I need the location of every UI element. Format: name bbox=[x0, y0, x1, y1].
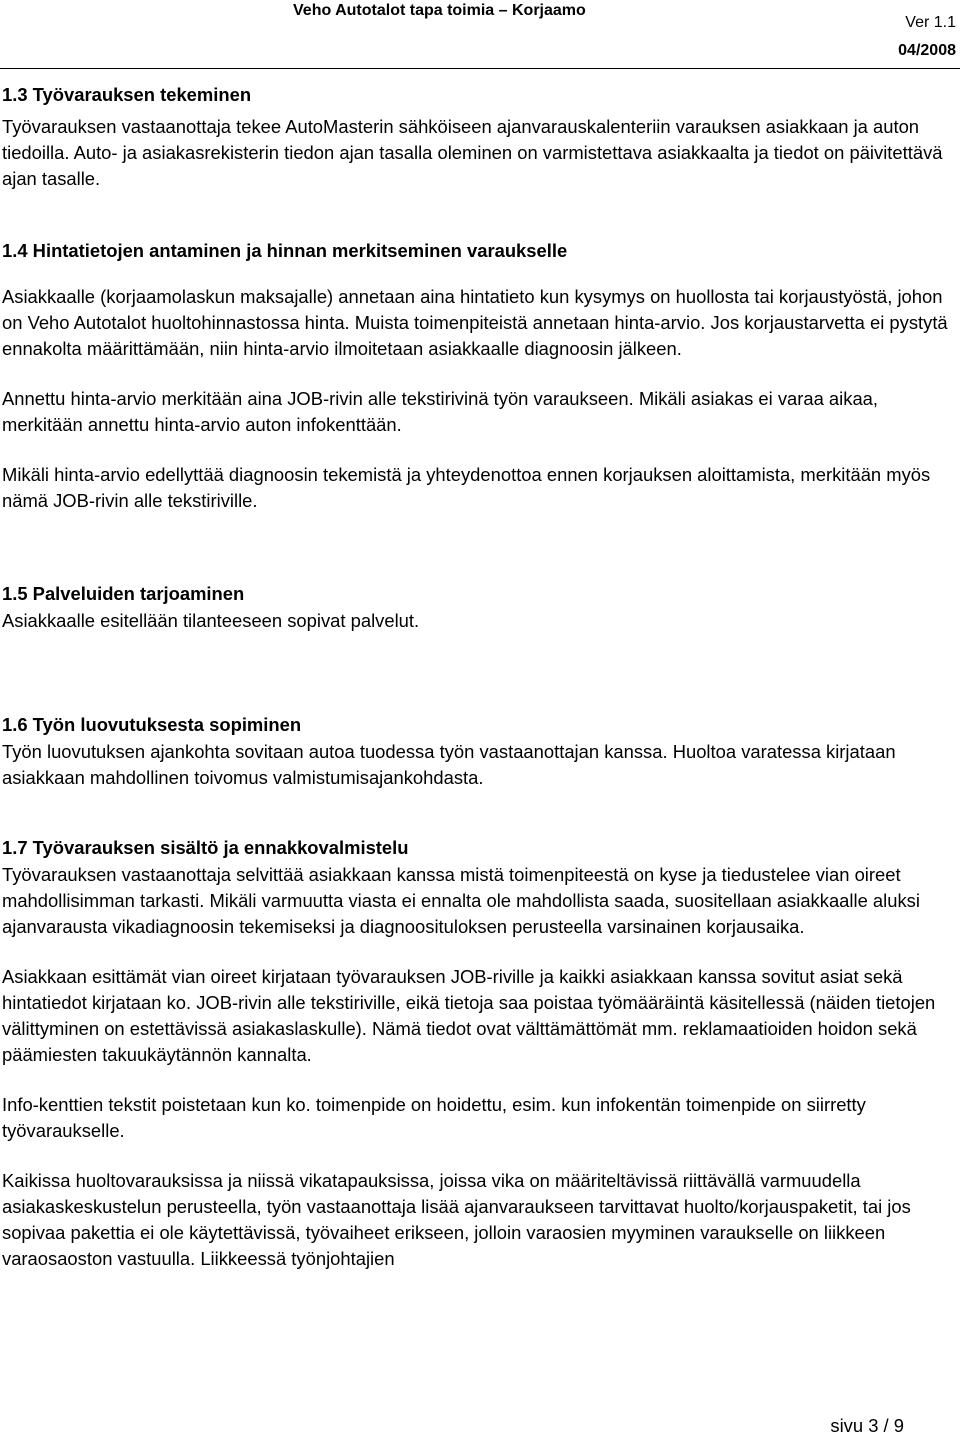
section-heading-1-6: 1.6 Työn luovutuksesta sopiminen bbox=[2, 714, 302, 735]
section-1-4-paragraph-3: Mikäli hinta-arvio edellyttää diagnoosin tekemistä ja yhteydenottoa ennen korjauksen aloittamista, merkitään myös nämä JOB-rivin alle tekstiriville. bbox=[2, 464, 931, 511]
section-heading-1-7: 1.7 Työvarauksen sisältö ja ennakkovalmistelu bbox=[2, 837, 409, 858]
document-body bbox=[2, 82, 954, 1272]
section-1-5-paragraph: Asiakkaalle esitellään tilanteeseen sopivat palvelut. bbox=[2, 610, 420, 631]
section-heading-1-3: 1.3 Työvarauksen tekeminen bbox=[2, 84, 252, 105]
header-divider bbox=[0, 68, 960, 69]
header-date: 04/2008 bbox=[898, 42, 956, 59]
section-heading-1-5: 1.5 Palveluiden tarjoaminen bbox=[2, 583, 245, 604]
section-1-4-paragraph-1: Asiakkaalle (korjaamolaskun maksajalle) annetaan aina hintatieto kun kysymys on huollosta tai korjaustyöstä, johon on Veho Autotalot huoltohinnastossa hinta. Muista toimenpiteistä annetaan hinta-arvio. Jos korjaustarvetta ei pystytä ennakolta määrittämään, niin hinta-arvio ilmoitetaan asiakkaalle diagnoosin jälkeen. bbox=[2, 286, 948, 359]
section-heading-1-4: 1.4 Hintatietojen antaminen ja hinnan merkitseminen varaukselle bbox=[2, 240, 568, 261]
section-1-4-paragraph-2: Annettu hinta-arvio merkitään aina JOB-rivin alle tekstirivinä työn varaukseen. Mikäli asiakas ei varaa aikaa, merkitään annettu hinta-arvio auton infokenttään. bbox=[2, 388, 879, 435]
header-title: Veho Autotalot tapa toimia – Korjaamo bbox=[293, 2, 586, 19]
section-1-7-paragraph-2: Asiakkaan esittämät vian oireet kirjataan työvarauksen JOB-riville ja kaikki asiakkaan kanssa sovitut asiat sekä hintatiedot kirjataan ko. JOB-rivin alle tekstiriville, eikä tietoja saa poistaa työmääräintä käsitellessä (näiden tietojen välittyminen on estettävissä asiakaslaskulle). Nämä tiedot ovat välttämättömät mm. reklamaatioiden hoidon sekä päämiesten takuukäytännön kannalta. bbox=[2, 966, 936, 1065]
section-1-7-paragraph-3: Info-kenttien tekstit poistetaan kun ko. toimenpide on hoidettu, esim. kun infokentän toimenpide on siirretty työvaraukselle. bbox=[2, 1094, 866, 1141]
section-1-7-paragraph-4: Kaikissa huoltovarauksissa ja niissä vikatapauksissa, joissa vika on määriteltävissä riittävällä varmuudella asiakaskeskustelun perusteella, työn vastaanottaja lisää ajanvaraukseen tarvittavat huolto/korjauspaketit, tai jos sopivaa pakettia ei ole käytettävissä, työvaiheet erikseen, jolloin varaosien myyminen varaukselle on liikkeen varaosaoston vastuulla. Liikkeessä työnjohtajien bbox=[2, 1170, 911, 1269]
section-1-6-paragraph: Työn luovutuksen ajankohta sovitaan autoa tuodessa työn vastaanottajan kanssa. Huoltoa varatessa kirjataan asiakkaan mahdollinen toivomus valmistumisajankohdasta. bbox=[2, 741, 896, 788]
section-1-7-paragraph-1: Työvarauksen vastaanottaja selvittää asiakkaan kanssa mistä toimenpiteestä on kyse ja tiedustelee vian oireet mahdollisimman tarkasti. Mikäli varmuutta viasta ei ennalta ole mahdollista saada, suositellaan asiakkaalle aluksi ajanvarausta vikadiagnoosin tekemiseksi ja diagnoosituloksen perusteella varsinainen korjausaika. bbox=[2, 864, 920, 937]
section-1-3-paragraph: Työvarauksen vastaanottaja tekee AutoMasterin sähköiseen ajanvarauskalenteriin varauksen asiakkaan ja auton tiedoilla. Auto- ja asiakasrekisterin tiedon ajan tasalla oleminen on varmistettava asiakkaalta ja tiedot on päivitettävä ajan tasalle. bbox=[2, 116, 943, 189]
header-version: Ver 1.1 bbox=[905, 14, 956, 31]
page-number: sivu 3 / 9 bbox=[830, 1415, 904, 1436]
